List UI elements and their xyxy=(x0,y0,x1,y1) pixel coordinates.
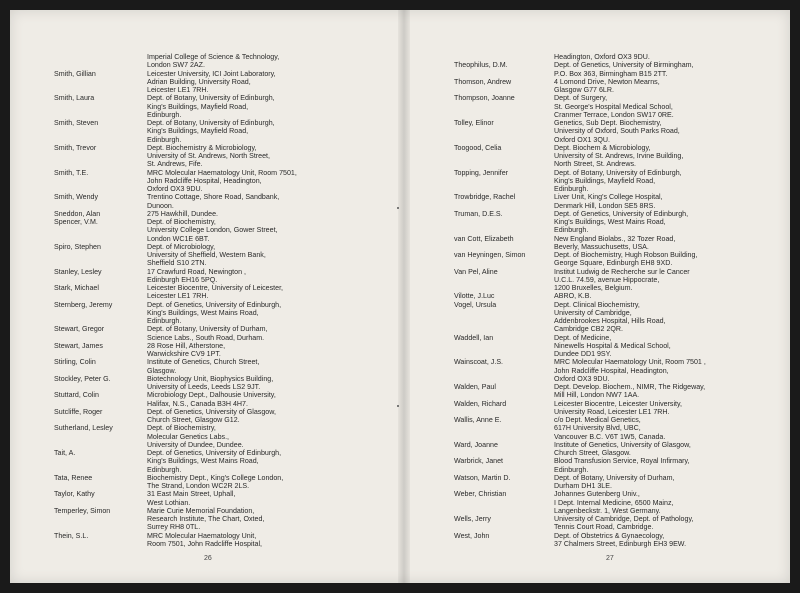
entry-name: Thomson, Andrew xyxy=(454,77,512,86)
entry-name: Sutcliffe, Roger xyxy=(54,407,103,416)
entry-name: Stewart, Gregor xyxy=(54,325,105,334)
entry-address xyxy=(147,325,268,342)
entry-name: West, John xyxy=(454,531,490,540)
entry-address xyxy=(554,144,683,169)
entry-address xyxy=(147,268,246,285)
directory-entry xyxy=(454,532,784,549)
address-line: 37 Chalmers Street, Edinburgh EH3 9EW. xyxy=(554,539,687,548)
directory-entry xyxy=(54,391,394,408)
address-line: The Strand, London WC2R 2LS. xyxy=(147,482,250,490)
address-line: Dept. of Genetics, University of Edinburgh, xyxy=(554,209,689,218)
address-line: Microbiology Dept., Dalhousie University, xyxy=(147,391,276,400)
address-line: Johannes Gutenberg Univ., xyxy=(554,490,640,499)
entry-name: Stanley, Lesley xyxy=(54,267,102,276)
entry-address xyxy=(147,144,270,169)
entry-name: Watson, Martin D. xyxy=(454,473,511,482)
entry-address xyxy=(554,169,682,194)
entry-address xyxy=(147,490,235,507)
directory-entry xyxy=(54,210,394,218)
directory-entry xyxy=(454,515,784,532)
entry-name: Stockley, Peter G. xyxy=(54,374,111,383)
address-line: Genetics, Sub Dept. Biochemistry, xyxy=(554,119,662,127)
entry-address xyxy=(147,507,264,532)
directory-entry xyxy=(454,441,784,458)
entry-address xyxy=(554,78,660,95)
address-line: 31 East Main Street, Uphall, xyxy=(147,490,236,499)
entry-name: Tata, Renee xyxy=(54,473,93,482)
entry-name: Wallis, Anne E. xyxy=(454,416,502,424)
directory-entry xyxy=(454,474,784,491)
entry-name: Warbrick, Janet xyxy=(454,457,504,466)
entry-name: Wells, Jerry xyxy=(454,515,491,523)
entry-address xyxy=(554,515,693,532)
address-line: Edinburgh. xyxy=(147,135,182,144)
entry-address xyxy=(554,334,671,359)
directory-entry xyxy=(454,400,784,417)
address-line: Leicester LE1 7RH. xyxy=(147,292,209,301)
address-line: Vancouver B.C. V6T 1W5, Canada. xyxy=(554,432,666,441)
directory-entry xyxy=(54,218,394,243)
entry-name: Stuttard, Colin xyxy=(54,391,99,400)
entry-name: Vogel, Ursula xyxy=(454,300,497,309)
address-line: Headington, Oxford OX3 9DU. xyxy=(554,53,650,61)
entry-name: Van Pel, Aline xyxy=(454,267,498,276)
address-line: Blood Transfusion Service, Royal Infirmary, xyxy=(554,457,690,466)
address-line: Halifax, N.S., Canada B3H 4H7. xyxy=(147,399,248,408)
binding-mark xyxy=(397,207,399,209)
entry-address xyxy=(147,94,275,119)
address-line: 1200 Bruxelles, Belgium. xyxy=(554,284,633,292)
address-line: University of Dundee, Dundee. xyxy=(147,440,244,449)
entry-name: Toogood, Celia xyxy=(454,143,502,152)
entry-address xyxy=(147,474,283,491)
address-line: Biotechnology Unit, Biophysics Building, xyxy=(147,374,274,383)
entry-address xyxy=(147,53,279,70)
address-line: St. George's Hospital Medical School, xyxy=(554,102,673,111)
right-page xyxy=(410,10,790,583)
address-line: U.C.L. 74.59, avenue Hippocrate, xyxy=(554,275,660,284)
directory-entry xyxy=(454,169,784,194)
address-line: University of St. Andrews, Irvine Building, xyxy=(554,152,684,160)
entry-address xyxy=(147,424,244,449)
entry-name: Tolley, Elinor xyxy=(454,119,494,127)
address-line: Edinburgh. xyxy=(554,226,589,235)
entry-name: Ward, Joanne xyxy=(454,440,498,449)
entry-name: Weber, Christian xyxy=(454,490,507,499)
directory-entry xyxy=(54,284,394,301)
address-line: University of Cambridge, Dept. of Pathology, xyxy=(554,515,694,523)
directory-entry xyxy=(54,268,394,285)
address-line: Imperial College of Science & Technology, xyxy=(147,53,280,61)
entry-address xyxy=(554,358,706,383)
entry-address xyxy=(554,457,690,474)
address-line: King's Buildings, West Mains Road, xyxy=(147,457,259,466)
page-number-left: 26 xyxy=(204,555,212,562)
address-line: Adrian Building, University Road, xyxy=(147,77,251,86)
entry-address xyxy=(554,301,666,334)
address-line: Addenbrookes Hospital, Hills Road, xyxy=(554,317,666,325)
address-line: Dept. of Botany, University of Edinburgh, xyxy=(554,168,682,177)
directory-entry xyxy=(454,251,784,268)
directory-entry xyxy=(454,94,784,119)
directory-entry xyxy=(54,342,394,359)
entry-address xyxy=(554,400,682,417)
directory-entry xyxy=(454,268,784,293)
directory-entry xyxy=(454,416,784,441)
directory-entry xyxy=(454,119,784,144)
directory-entry xyxy=(454,193,784,210)
address-line: MRC Molecular Haematology Unit, Room 7501 , xyxy=(554,358,706,367)
address-line: Oxford OX1 3QU. xyxy=(554,135,610,144)
entry-address xyxy=(554,61,694,78)
address-line: Dunoon. xyxy=(147,201,174,210)
address-line: King's Buildings, Mayfield Road, xyxy=(554,176,656,185)
entry-address xyxy=(554,490,673,515)
address-line: Molecular Genetics Labs., xyxy=(147,432,230,441)
entry-name: Stark, Michael xyxy=(54,284,99,292)
directory-entry xyxy=(54,507,394,532)
address-line: Dept. of Medicine, xyxy=(554,333,612,342)
entry-address xyxy=(147,342,225,359)
address-line: John Radcliffe Hospital, Headington, xyxy=(147,176,262,185)
address-line: Dept. Clinical Biochemistry, xyxy=(554,300,640,309)
directory-entry xyxy=(54,144,394,169)
entry-name: Wainscoat, J.S. xyxy=(454,358,504,367)
address-line: 4 Lomond Drive, Newton Mearns, xyxy=(554,77,660,86)
address-line: Edinburgh. xyxy=(147,110,182,119)
directory-entry xyxy=(54,408,394,425)
page-gutter xyxy=(398,10,410,583)
address-line: Edinburgh. xyxy=(147,317,182,325)
entry-name: Spencer, V.M. xyxy=(54,218,98,226)
entry-name: Sneddon, Alan xyxy=(54,209,101,218)
address-line: 17 Crawfurd Road, Newington , xyxy=(147,267,246,276)
directory-entry xyxy=(54,474,394,491)
address-line: Surrey RH8 0TL. xyxy=(147,523,201,532)
entry-address xyxy=(147,70,276,95)
entry-name: Truman, D.E.S. xyxy=(454,209,503,218)
entry-name: Spiro, Stephen xyxy=(54,242,101,251)
directory-entry xyxy=(454,235,784,252)
address-line: Dept. of Genetics, University of Birmingham, xyxy=(554,61,694,70)
entry-name: Waddell, Ian xyxy=(454,333,494,342)
address-line: c/o Dept. Medical Genetics, xyxy=(554,416,641,424)
entry-name: Tait, A. xyxy=(54,449,76,457)
address-line: Science Labs., South Road, Durham. xyxy=(147,333,265,342)
address-line: Marie Curie Memorial Foundation, xyxy=(147,506,255,515)
directory-entry xyxy=(454,53,784,61)
directory-entry xyxy=(454,383,784,400)
entry-address xyxy=(554,119,680,144)
entry-name: Walden, Paul xyxy=(454,383,496,391)
entry-address xyxy=(147,169,297,194)
entry-address xyxy=(554,383,705,400)
address-line: John Radcliffe Hospital, Headington, xyxy=(554,366,669,375)
address-line: King's Buildings, West Mains Road, xyxy=(147,308,259,317)
directory-entry xyxy=(454,457,784,474)
address-line: King's Buildings, Mayfield Road, xyxy=(147,127,249,136)
address-line: Dept. Biochem & Microbiology, xyxy=(554,143,651,152)
address-line: MRC Molecular Haematology Unit, Room 7501, xyxy=(147,168,297,177)
address-line: Liver Unit, King's College Hospital, xyxy=(554,193,663,202)
address-line: Glasgow G77 6LR. xyxy=(554,86,614,94)
address-line: Research Institute, The Chart, Oxted, xyxy=(147,515,265,523)
entry-address xyxy=(147,284,283,301)
entry-name: Trowbridge, Rachel xyxy=(454,193,516,202)
entry-address xyxy=(147,391,276,408)
entry-address xyxy=(554,94,674,119)
address-line: Dept. of Botany, University of Durham, xyxy=(554,473,675,482)
entry-name: Thein, S.L. xyxy=(54,531,89,540)
entry-name: Walden, Richard xyxy=(454,399,507,408)
entry-address xyxy=(147,408,276,425)
directory-entry xyxy=(454,292,784,300)
entry-address xyxy=(554,210,688,235)
address-line: Oxford OX3 9DU. xyxy=(147,185,203,193)
address-line: Langenbeckstr. 1, West Germany. xyxy=(554,506,661,515)
address-line: George Square, Edinburgh EH8 9XD. xyxy=(554,259,673,268)
address-line: New England Biolabs., 32 Tozer Road, xyxy=(554,234,676,243)
address-line: Dept. of Biochemistry, xyxy=(147,424,216,433)
address-line: Beverly, Massuchusetts, USA. xyxy=(554,242,649,251)
address-line: MRC Molecular Haematology Unit, xyxy=(147,531,257,540)
directory-entry xyxy=(454,301,784,334)
address-line: 28 Rose Hill, Atherstone, xyxy=(147,341,226,350)
address-line: University of Leeds, Leeds LS2 9JT. xyxy=(147,383,261,391)
entry-name: Smith, Gillian xyxy=(54,69,96,78)
address-line: Institute of Genetics, Church Street, xyxy=(147,358,260,367)
directory-entry xyxy=(454,334,784,359)
entry-address xyxy=(554,53,650,61)
entry-address xyxy=(554,474,675,491)
entry-name: Topping, Jennifer xyxy=(454,168,509,177)
address-line: 275 Hawkhill, Dundee. xyxy=(147,209,218,218)
address-line: Biochemistry Dept., King's College London, xyxy=(147,473,284,482)
address-line: Edinburgh. xyxy=(147,465,182,474)
address-line: Dept. Biochemistry & Microbiology, xyxy=(147,143,257,152)
address-line: University of St. Andrews, North Street, xyxy=(147,152,271,160)
address-line: King's Buildings, Mayfield Road, xyxy=(147,102,249,111)
directory-entry xyxy=(54,325,394,342)
entry-address xyxy=(554,235,675,252)
entry-name: Theophilus, D.M. xyxy=(454,61,508,70)
directory-entry xyxy=(54,490,394,507)
entry-address xyxy=(147,193,279,210)
directory-entry xyxy=(54,375,394,392)
entry-address xyxy=(554,292,591,300)
address-line: Dept. of Biochemistry, xyxy=(147,218,216,226)
address-line: Tennis Court Road, Cambridge. xyxy=(554,523,654,532)
entry-name: Sutherland, Lesley xyxy=(54,424,113,433)
directory-entry xyxy=(54,301,394,326)
address-line: 617H University Blvd, UBC, xyxy=(554,424,641,433)
directory-entry xyxy=(54,449,394,474)
address-line: Cranmer Terrace, London SW17 0RE. xyxy=(554,110,674,119)
entry-address xyxy=(147,449,281,474)
entry-address xyxy=(147,210,218,218)
address-line: Dept. of Genetics, University of Glasgow, xyxy=(147,407,276,416)
binding-mark xyxy=(397,405,399,407)
entry-address xyxy=(554,251,697,268)
address-line: Denmark Hill, London SE5 8RS. xyxy=(554,201,656,210)
directory-entry xyxy=(54,243,394,268)
address-line: King's Buildings, West Mains Road, xyxy=(554,218,666,226)
directory-list-left xyxy=(54,53,394,548)
entry-address xyxy=(147,358,259,375)
address-line: Dept. of Biochemistry, Hugh Robson Building, xyxy=(554,251,698,259)
entry-address xyxy=(147,375,273,392)
address-line: Oxford OX3 9DU. xyxy=(554,374,610,383)
address-line: London SW7 2AZ. xyxy=(147,61,205,70)
entry-address xyxy=(147,532,262,549)
address-line: Dept. of Genetics, University of Edinburgh, xyxy=(147,449,282,457)
entry-address xyxy=(147,243,266,268)
address-line: Leicester University, ICI Joint Laboratory, xyxy=(147,69,276,78)
directory-entry xyxy=(54,424,394,449)
directory-entry xyxy=(54,70,394,95)
address-line: Durham DH1 3LE. xyxy=(554,482,612,490)
address-line: Edinburgh. xyxy=(554,465,589,474)
directory-entry xyxy=(54,193,394,210)
directory-entry xyxy=(454,61,784,78)
address-line: Dept. of Microbiology, xyxy=(147,242,216,251)
entry-address xyxy=(554,268,690,293)
left-page xyxy=(10,10,398,583)
directory-entry xyxy=(454,210,784,235)
directory-list-right xyxy=(454,53,784,548)
address-line: Dept. of Botany, University of Edinburgh, xyxy=(147,119,275,127)
address-line: Edinburgh EH16 5PQ. xyxy=(147,275,218,284)
address-line: Glasgow. xyxy=(147,366,177,375)
address-line: University of Cambridge, xyxy=(554,308,632,317)
directory-entry xyxy=(54,53,394,70)
entry-address xyxy=(554,532,686,549)
address-line: West Lothian. xyxy=(147,498,191,507)
entry-name: van Cott, Elizabeth xyxy=(454,234,514,243)
entry-name: Thompson, Joanne xyxy=(454,94,515,103)
entry-name: Smith, Steven xyxy=(54,119,99,127)
directory-entry xyxy=(54,532,394,549)
address-line: Dept. of Botany, University of Durham, xyxy=(147,325,268,334)
entry-name: Smith, Trevor xyxy=(54,143,97,152)
address-line: Dept. of Surgery, xyxy=(554,94,608,103)
address-line: Leicester Biocentre, Leicester University, xyxy=(554,399,683,408)
entry-address xyxy=(147,218,278,243)
booklet-spread xyxy=(10,10,790,583)
directory-entry xyxy=(54,119,394,144)
address-line: Mill Hill, London NW7 1AA. xyxy=(554,391,640,400)
entry-address xyxy=(147,301,281,326)
address-line: Room 7501, John Radcliffe Hospital, xyxy=(147,539,263,548)
address-line: London WC1E 6BT. xyxy=(147,234,210,243)
address-line: St. Andrews, Fife. xyxy=(147,160,203,169)
address-line: Dundee DD1 9SY. xyxy=(554,350,612,358)
address-line: Ninewells Hospital & Medical School, xyxy=(554,341,671,350)
entry-name: Stirling, Colin xyxy=(54,358,96,367)
directory-entry xyxy=(454,358,784,383)
entry-name: Taylor, Kathy xyxy=(54,490,95,499)
address-line: Leicester Biocentre, University of Leicester, xyxy=(147,284,284,292)
entry-name: Smith, T.E. xyxy=(54,168,89,177)
address-line: P.O. Box 363, Birmingham B15 2TT. xyxy=(554,69,668,78)
address-line: University College London, Gower Street, xyxy=(147,226,278,235)
directory-entry xyxy=(54,169,394,194)
entry-address xyxy=(554,441,691,458)
directory-entry xyxy=(454,144,784,169)
address-line: Trentino Cottage, Shore Road, Sandbank, xyxy=(147,193,280,202)
address-line: Dept. of Genetics, University of Edinburgh, xyxy=(147,300,282,309)
address-line: University Road, Leicester LE1 7RH. xyxy=(554,407,670,416)
address-line: University of Sheffield, Western Bank, xyxy=(147,251,266,259)
page-number-right: 27 xyxy=(606,555,614,562)
address-line: University of Oxford, South Parks Road, xyxy=(554,127,680,136)
directory-entry xyxy=(454,490,784,515)
address-line: I Dept. Internal Medicine, 6500 Mainz, xyxy=(554,498,674,507)
address-line: Edinburgh. xyxy=(554,185,589,193)
address-line: Institut Ludwig de Recherche sur le Cancer xyxy=(554,267,690,276)
entry-name: Smith, Wendy xyxy=(54,193,99,202)
directory-entry xyxy=(54,94,394,119)
entry-name: Temperley, Simon xyxy=(54,506,111,515)
address-line: ABRO, K.B. xyxy=(554,292,592,301)
address-line: Dept. of Botany, University of Edinburgh, xyxy=(147,94,275,103)
directory-entry xyxy=(54,358,394,375)
address-line: Warwickshire CV9 1PT. xyxy=(147,350,221,358)
entry-address xyxy=(554,193,663,210)
directory-entry xyxy=(454,78,784,95)
address-line: Leicester LE1 7RH. xyxy=(147,86,209,94)
entry-address xyxy=(147,119,275,144)
entry-name: Smith, Laura xyxy=(54,94,95,103)
address-line: Dept. of Obstetrics & Gynaecology, xyxy=(554,531,665,540)
entry-name: Vilotte, J.Luc xyxy=(454,292,495,301)
address-line: Cambridge CB2 2QR. xyxy=(554,325,623,334)
entry-name: Sternberg, Jeremy xyxy=(54,300,113,309)
address-line: Dept. Develop. Biochem., NIMR, The Ridgeway, xyxy=(554,383,706,391)
address-line: Sheffield S10 2TN. xyxy=(147,259,207,268)
address-line: Institute of Genetics, University of Glasgow, xyxy=(554,440,691,449)
entry-name: van Heyningen, Simon xyxy=(454,251,526,259)
address-line: North Street, St. Andrews. xyxy=(554,160,637,169)
address-line: Church Street, Glasgow G12. xyxy=(147,416,240,424)
entry-name: Stewart, James xyxy=(54,341,103,350)
address-line: Church Street, Glasgow. xyxy=(554,449,631,457)
entry-address xyxy=(554,416,665,441)
